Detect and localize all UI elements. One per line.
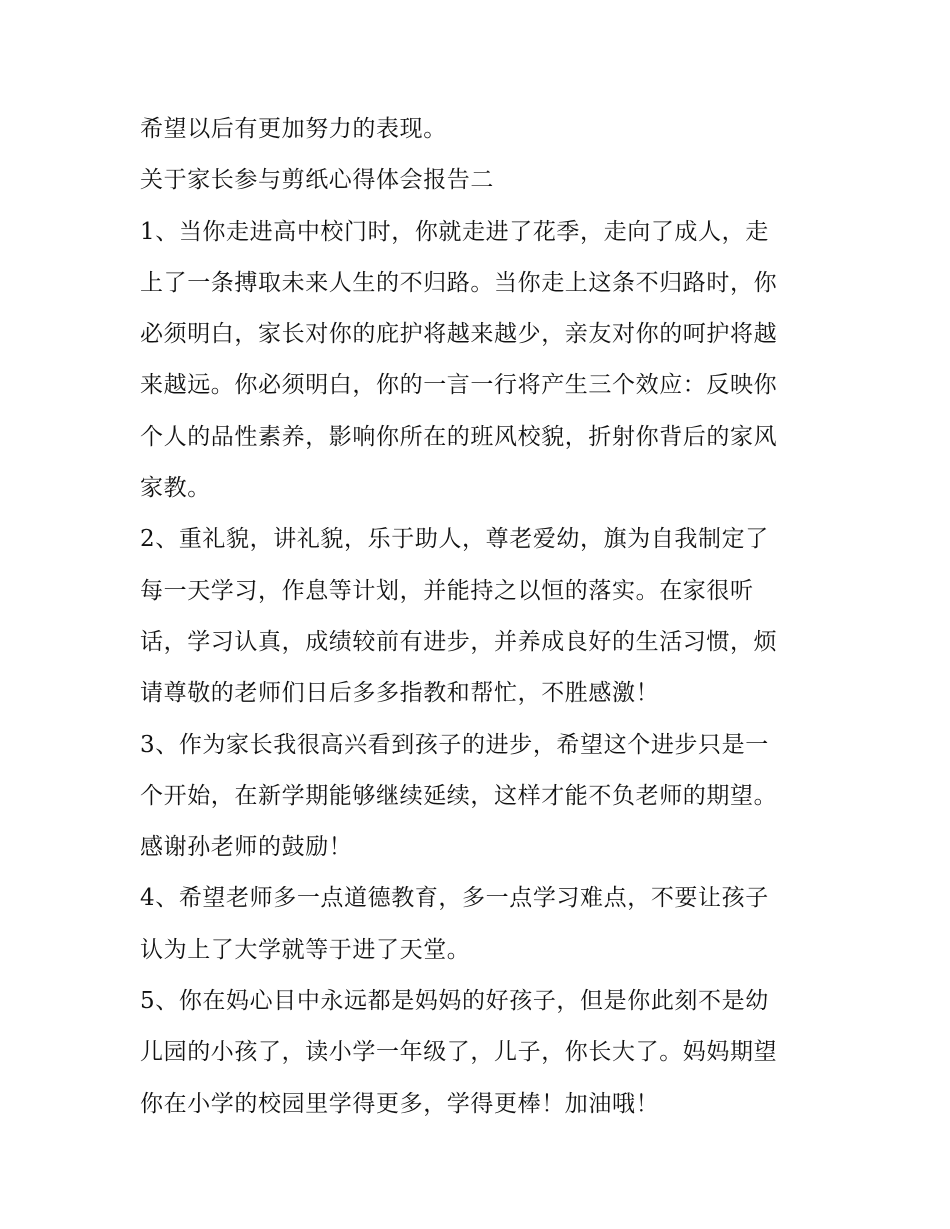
paragraph-2: 2、重礼貌，讲礼貌，乐于助人，尊老爱幼，旗为自我制定了 每一天学习，作息等计划，并能持之以恒的落实。在家很听 话，学习认真，成绩较前有进步，并养成良好的生活习惯，烦 请尊敬的老师们日后多多指教和帮忙，不胜感激！ bbox=[140, 526, 778, 707]
paragraph-5: 5、你在妈心目中永远都是妈妈的好孩子，但是你此刻不是幼 儿园的小孩了，读小学一年级了，儿子，你长大了。妈妈期望 你在小学的校园里学得更多，学得更棒！加油哦！ bbox=[140, 988, 778, 1117]
paragraph-1: 1、当你走进高中校门时，你就走进了花季，走向了成人，走 上了一条搏取未来人生的不归路。当你走上这条不归路时，你 必须明白，家长对你的庇护将越来越少，亲友对你的呵护将越 来越远。你必须明白，你的一言一行将产生三个效应：反映你 个人的品性素养，影响你所在的班风校貌，折射你背后的家风 家教。 bbox=[140, 218, 778, 502]
closing-line: 希望以后有更加努力的表现。 bbox=[140, 116, 447, 142]
document-body bbox=[140, 104, 820, 1130]
paragraph-4: 4、希望老师多一点道德教育，多一点学习难点，不要让孩子 认为上了大学就等于进了天堂。 bbox=[140, 885, 769, 963]
section-title: 关于家长参与剪纸心得体会报告二 bbox=[140, 167, 494, 194]
paragraph-3: 3、作为家长我很高兴看到孩子的进步，希望这个进步只是一 个开始，在新学期能够继续延续，这样才能不负老师的期望。 感谢孙老师的鼓励！ bbox=[140, 731, 778, 861]
